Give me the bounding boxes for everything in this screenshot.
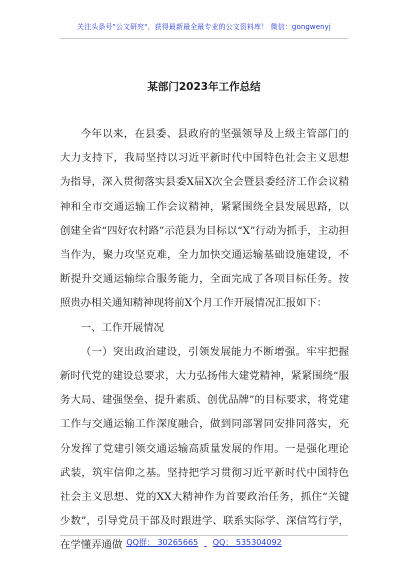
header-divider [60,38,348,39]
document-body [60,122,349,558]
footer-qq: QQ： 535304092 [212,538,282,547]
header-note: 关注头条号"公文研究"，获得最新最全最专业的公文资料库！ 微信：gongwenyj [77,23,331,31]
footer-contact [0,537,408,548]
intro-paragraph: 今年以来，在县委、县政府的坚强领导及上级主管部门的大力支持下，我局坚持以习近平新时代中国特色社会主义思想为指导，深入贯彻落实县委X届X次全会暨县委经济工作会议精神和全市交通运输工作会议精神，紧紧围绕全县发展思路，以创建全省“四好农村路”示范县为目标以“X”行动为抓手，主动担当作为，聚力攻坚克难，全力加快交通运输基础设施建设，不断提升交通运输综合服务能力，全面完成了各项目标任务。按照贵办相关通知精神现将前X个月工作开展情况汇报如下： [60,128,349,310]
subsection-paragraph: （一）突出政治建设，引领发展能力不断增强。牢牢把握新时代党的建设总要求，大力弘扬伟大建党精神，紧紧围绕“服务大局、建强堡垒、提升素质、创优品牌”的目标要求，将党建工作与交通运输工作深度融合，做到同部署同安排同落实，充分发挥了党建引领交通运输高质量发展的作用。一是强化理论武装，筑牢信仰之基。坚持把学习贯彻习近平新时代中国特色社会主义思想、党的XX大精神作为首要政治任务，抓住“关键少数”，引导党员干部及时跟进学、联系实际学、深信笃行学，在学懂弄通做 [60,345,349,552]
footer-qq-group: QQ群： 30265665 [126,538,199,547]
footer-divider [60,535,348,536]
document-title: 某部门2023年工作总结 [147,81,261,93]
section-heading: 一、工作开展情况 [80,321,164,334]
